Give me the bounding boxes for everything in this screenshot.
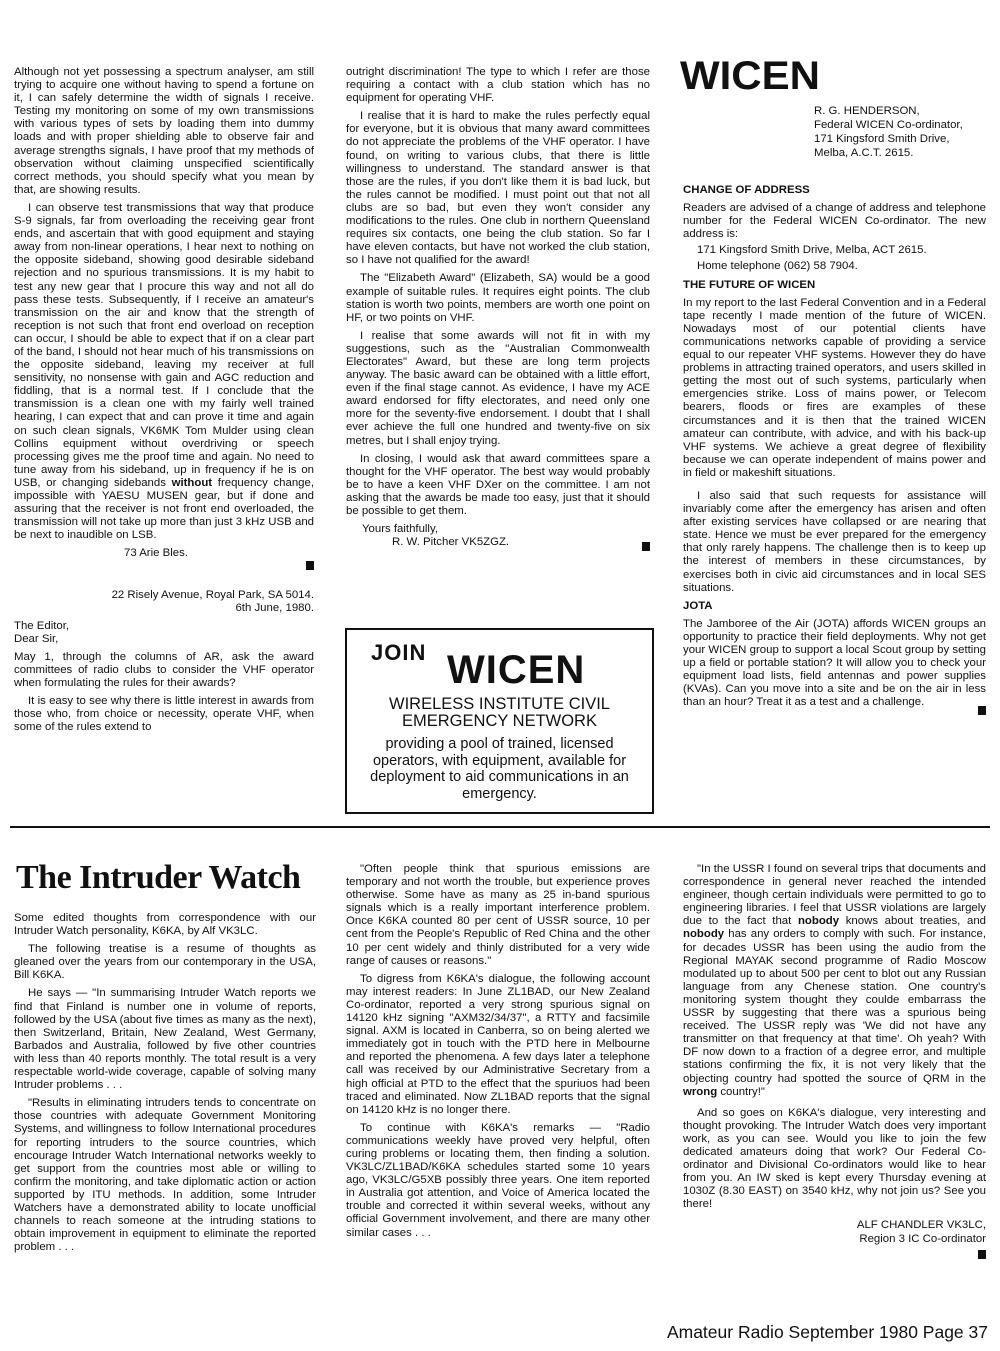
paragraph: The Jamboree of the Air (JOTA) affords WICEN groups an opportunity to practice their field deployments. Why not get your WICEN group to support a local Scout group by setting up a field or portable station? It will allow you to check your equipment load lists, field antennas and power supplies (KVAs). Can you move into a site and be on the air in less than an hour? Treat it as a test and a challenge. [683,617,986,709]
paragraph: I realise that some awards will not fit in with my suggestions, such as the "Australian Commonwealth Electorates" Award, but these are long term projects anyway. The basic award can be obtained with a little effort, even if the final stage cannot. As evidence, I have my ACE award endorsed for fifty electorates, and need only one more for the seventy-five endorsement. I doubt that I shall ever achieve the full one hundred and twenty-five on six metres, but I shall enjoy trying. [346,329,650,447]
end-mark [978,1250,986,1259]
paragraph: The following treatise is a resume of thoughts as gleaned over the years from our contemporary in the USA, Bill K6KA. [14,943,316,982]
letter-column-2 [346,66,650,553]
paragraph: It is easy to see why there is little interest in awards from those who, from choice or necessity, operate VHF, when some of the rules extend to [14,695,314,734]
signature: 73 Arie Bles. [124,547,188,560]
paragraph: "In the USSR I found on several trips that documents and correspondence in general never reached the intended engineer, though certain individuals were permitted to go to engineering libraries. I feel that USSR violations are largely due to the fact that nobody knows about treaties, and nobody has any orders to comply with such. For instance, for decades USSR has been using the audio from the Regional MAYAK second programme of Radio Moscow modulated up to about 500 per cent to blot out any Russian language from any Chenese station. One country's monitoring system thought they coulde embarrass the USSR by suggesting that there was a spurious being received. The USSR reply was 'We did not have any transmitter on that frequency at that time'. Oh yeah? With DF now down to a fraction of a degree error, and multiple stations confirming the fix, it is not very likely that the objecting country had spotted the source of QRM in the wrong country!" [683,863,986,1098]
paragraph: To digress from K6KA's dialogue, the following account may interest readers: In June ZL1BAD, our New Zealand Co-ordinator, reported a very strong spurious signal on 14120 kHz signing "AXM32/34/37", a RTTY and facsimile signal. AXM is located in Canberra, so on being alerted we immediately got in touch with the PTD here in Melbourne and reported the phenomena. A few days later a telephone call was received by our Administrative Secretary from a high official at PTD to the effect that the spuriuos had been traced and eliminated. Now ZL1BAD reports that the signal on 14120 kHz is no longer there. [346,972,650,1116]
intruder-column-2 [346,863,650,1245]
wicen-coordinator-address: R. G. HENDERSON, Federal WICEN Co-ordinator, 171 Kingsford Smith Drive, Melba, A.C.T. 2615. [814,105,963,159]
advert-wicen: WICEN [447,648,586,692]
paragraph: Some edited thoughts from correspondence with our Intruder Watch personality, K6KA, by Alf VK3LC. [14,912,316,938]
advert-join: JOIN [371,640,427,665]
paragraph: The "Elizabeth Award" (Elizabeth, SA) would be a good example of suitable rules. It requires eight points. The club station is worth two points, members are worth one point on HF, or two points on VHF. [346,272,650,324]
section-heading: THE FUTURE OF WICEN [683,278,816,291]
intruder-column-1 [14,912,316,1259]
paragraph: To continue with K6KA's remarks — "Radio communications weekly have proved very helpful, often curing problems or locating them, then finding a solution. VK3LC/ZL1BAD/K6KA schedules started some 10 years ago, VK3LC/G5XB possibly three years. One item reported in Australia got attention, and Voice of America located the trouble and corrected it within several weeks, without any official Government involvement, and there are many other similar cases . . . [346,1121,650,1239]
join-wicen-advert [345,628,654,814]
salutation: Dear Sir, [14,632,59,645]
section-heading: CHANGE OF ADDRESS [683,184,810,196]
paragraph: He says — "In summarising Intruder Watch reports we find that Finland is number one in volume of reports, followed by the USA (about five times as many as the next), then Switzerland, Britain, New Zealand, West Germany, Barbados and Australia, followed by five other countries with less than 40 reports monthly. The total result is a very respectable world-wide coverage, capable of solving many Intruder problems . . . [14,987,316,1092]
new-address: 171 Kingsford Smith Drive, Melba, ACT 2615. [697,244,927,257]
salutation: The Editor, [14,619,70,632]
wicen-heading: WICEN [680,54,820,98]
end-mark [978,706,986,715]
emphasis: without [171,476,213,489]
paragraph: I also said that such requests for assistance will invariably come after the emergency has arisen and often after existing services have collapsed or are nearing that state. Hence we must be ever prepared for the emergency that only rarely happens. The challenge then is to keep up the interest of members in these circumstances, by exercises both in civic aid circumstances and in local SES situations. [683,489,986,594]
letter-date: 6th June, 1980. [235,601,314,614]
paragraph: Readers are advised of a change of address and telephone number for the Federal WICEN Co-ordinator. The new address is: [683,202,986,241]
paragraph: And so goes on K6KA's dialogue, very interesting and thought provoking. The Intruder Watch does very important work, as you can see. Would you like to join the few dedicated amateurs doing that work? Our Federal Co-ordinator and Divisional Co-ordinators would like to hear from you. An IW sked is kept every Thursday evening at 1030Z (8.30 EAST) on 3540 kHz, why not join us? See you there! [683,1106,986,1211]
paragraph: In closing, I would ask that award committees spare a thought for the VHF operator. The best way would probably be to have a keen VHF DXer on the committee. I am not asking that the awards be made too easy, just that it should be possible to get them. [346,452,650,517]
paragraph: May 1, through the columns of AR, ask the award committees of radio clubs to consider the VHF operator when formulating the rules for their awards? [14,650,314,690]
paragraph: Although not yet possessing a spectrum analyser, am still trying to acquire one without having to spend a fortune on it, I can safely determine the width of signals I receive. Testing my monitoring on some of my own transmissions with various types of sets by loading them into dummy loads and with proper shielding able to observe fair and average strengths signals, I have proof that my methods of observation without claiming unspecified scientifically correct methods, you should specify what you mean by that, are showing results. [14,66,314,196]
advert-tagline: providing a pool of trained, licensed operators, with equipment, available for deployment to aid communications in an emergency. [370,736,629,802]
paragraph: outright discrimination! The type to which I refer are those requiring a contact with a club station which has no equipment for operating VHF. [346,66,650,105]
paragraph: I realise that it is hard to make the rules perfectly equal for everyone, but it is obvious that many award committees do not appreciate the problems of the VHF operator. I have found, on writing to various clubs, that there is little willingness to understand. The standard answer is that those are the rules, if you don't like them it is bad luck, but the rules cannot be modified. I must point out that not all clubs are so bad, but even they won't consider any modifications to the rules. One club in northern Queensland requires six contacts, one being the club station. So far I have eleven contacts, but have not worked the club station, so I have not qualified for the award! [346,110,650,267]
emphasis: nobody [683,928,725,941]
new-telephone: Home telephone (062) 58 7904. [697,260,858,273]
paragraph: "Results in eliminating intruders tends to concentrate on those countries with adequate Government Monitoring Systems, and willingness to follow International procedures for reporting intruders to the source countries, which encourage Intruder Watch International networks weekly to get support from the countries most able or willing to confirm the monitoring, and take diplomatic action or action supported by ITU methods. In addition, some Intruder Watchers have a demonstrated ability to locate unofficial channels to reach someone at the intruding stations to obtain improvement in equipment to eliminate the reported problem . . . [14,1097,316,1254]
signature: Region 3 IC Co-ordinator [859,1232,986,1245]
intruder-watch-heading: The Intruder Watch [16,859,301,896]
intruder-column-3 [683,863,986,1262]
section-heading: JOTA [683,599,713,612]
end-mark [306,561,314,570]
page-footer: Amateur Radio September 1980 Page 37 [666,1322,988,1342]
letter-address: 22 Risely Avenue, Royal Park, SA 5014. [111,588,314,601]
emphasis: wrong [683,1085,718,1098]
signature: ALF CHANDLER VK3LC, [856,1219,986,1232]
paragraph: "Often people think that spurious emissions are temporary and not worth the trouble, but experience proves otherwise. Some have as many as 25 in-band spurious signals which is a really important interference problem. Once K6KA counted 80 per cent of USSR source, 10 per cent from the People's Republic of Red China and the other 10 per cent widely and thinly distributed for a very wide range of causes or reasons." [346,863,650,967]
signature: Yours faithfully, [362,523,438,536]
paragraph: I can observe test transmissions that way that produce S-9 signals, far from overloading the receiving gear front ends, and ascertain that with good equipment and staying away from non-linear operations, I hear next to nothing on the opposite sideband, showing good desirable sideband rejection and no spurious transmissions. It is my habit to test any new gear that I procure this way and not all do pass these tests. Subsequently, if I receive an amateur's transmission on the air and know that the strength of reception is not such that front end overload on reception can occur, I should be able to expect that if on a clear part of the band, I should not hear much of his transmissions on the opposite sideband, leaving my receiver at full sensitivity, no nonsense with gain and AGC reduction and fiddling, that is a normal test. If I conclude that the transmission is a clean one with my fairly well trained hearing, I can expect that and can prove it time and again on such clean signals, VK6MK Tom Mulder using clean Collins equipment without overdriving or speech processing gives me the proof time and again. No need to tune away from his sideband, up in frequency if he is on USB, or changing sidebands without frequency change, impossible with YAESU MUSEN gear, but if done and assuring that the receiver is not front end overloaded, the transmission will not take up more than just 3 kHz USB and be next to inaudible on LSB. [14,201,315,542]
signature: R. W. Pitcher VK5ZGZ. [392,536,510,549]
emphasis: nobody [797,915,840,928]
wicen-column [683,184,986,718]
paragraph: In my report to the last Federal Convention and in a Federal tape recently I made mention of the future of WICEN. Nowadays most of our potential clients have communications networks capable of providing a service equal to our repeater VHF systems. However they do have problems in attracting trained operators, and users skilled in getting the most out of such systems, particularly when emergencies strike. Loss of mains power, or Telecom bearers, floods or fires are examples of these circumstances and it is then that the trained WICEN amateur can contribute, with advice, and with his back-up VHF systems. We achieve a great degree of flexibility because we can operate independent of mains power and in field or makeshift situations. [683,296,986,479]
section-divider [10,826,990,828]
letter-column-1 [14,66,314,740]
advert-organisation: WIRELESS INSTITUTE CIVIL EMERGENCY NETWORK [389,695,610,730]
end-mark [642,542,650,551]
